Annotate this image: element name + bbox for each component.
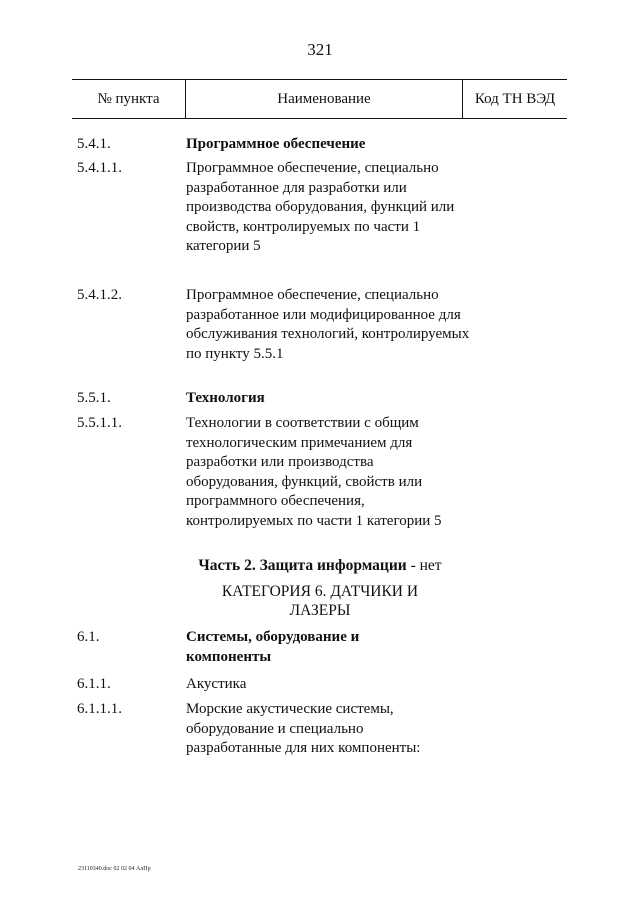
- category-heading-line-2: ЛАЗЕРЫ: [289, 602, 351, 619]
- header-code-column: Код ТН ВЭД: [474, 90, 556, 107]
- entry-number: 5.4.1.: [77, 136, 111, 152]
- entry-number: 6.1.: [77, 629, 100, 645]
- entry-text: Морские акустические системы, оборудование и специально разработанные для них компоненты:: [186, 701, 421, 756]
- entry-number: 6.1.1.: [77, 676, 111, 692]
- page-number: 321: [307, 40, 333, 59]
- entry-text: Акустика: [186, 676, 247, 692]
- category-heading-line-1: КАТЕГОРИЯ 6. ДАТЧИКИ И: [221, 583, 419, 600]
- entry-number: 5.4.1.2.: [77, 287, 122, 303]
- entry-text: Технологии в соответствии с общим технологическим примечанием для разработки или производства оборудования, функций, свойств или программного обеспечения, контролируемых по части 1 категории 5: [186, 415, 442, 529]
- entry-number: 6.1.1.1.: [77, 701, 122, 717]
- table-header: [72, 79, 567, 119]
- footer-filename: 23110340.doc 02 02 04 АлПр: [78, 866, 151, 872]
- section-title: Технология: [186, 390, 265, 406]
- header-name-column: Наименование: [185, 80, 463, 118]
- header-number-column: № пункта: [97, 90, 160, 107]
- entry-number: 5.5.1.1.: [77, 415, 122, 431]
- part-heading-title: Часть 2. Защита информации: [198, 557, 407, 574]
- entry-text: Программное обеспечение, специально разработанное для разработки или производства оборудования, функций или свойств, контролируемых по части 1 категории 5: [186, 160, 455, 254]
- part-heading-status: - нет: [406, 557, 442, 574]
- part-heading: [0, 556, 640, 576]
- entry-text: Программное обеспечение, специально разработанное или модифицированное для обслуживания технологий, контролируемых по пункту 5.5.1: [186, 287, 470, 362]
- section-title: Программное обеспечение: [186, 136, 366, 152]
- entry-number: 5.4.1.1.: [77, 160, 122, 176]
- entry-number: 5.5.1.: [77, 390, 111, 406]
- section-title: Системы, оборудование и компоненты: [186, 629, 360, 665]
